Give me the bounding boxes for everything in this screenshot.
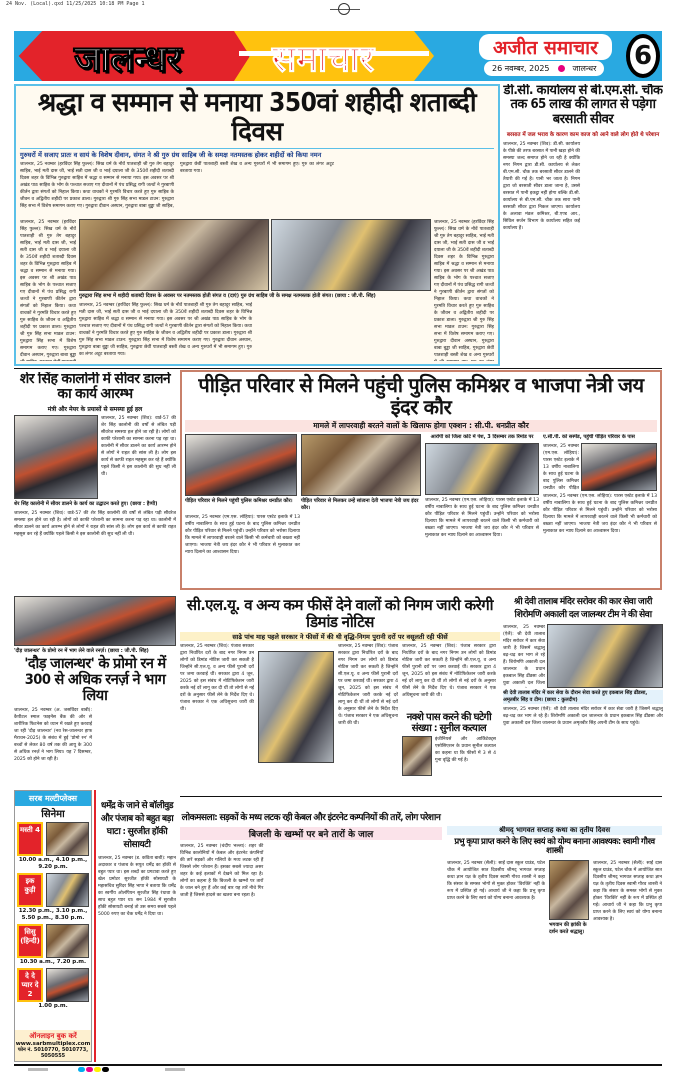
- date: 26 नवम्बर, 2025: [492, 64, 550, 73]
- dateline: [484, 61, 604, 76]
- sewer-story: [503, 84, 663, 366]
- clu-photo-building: [258, 651, 334, 763]
- police-photo-commissioner: [185, 434, 297, 496]
- movie-listing: [17, 873, 89, 922]
- promo-body: जालन्धर, 25 नवम्बर (अ. जसविंदर बाबी): कैपीटल स्माल फाइनेंस बैंक की ओर से शारीरिक फिटनेस को ध्यान में रखते हुए करवाई जा रही 'दौड़ जालन्धर' (नव रेस-जालन्धर हाफ मैराथन-2025) के संबंध में हुई 'प्रोमो रन' में बच्चों से लेकर 80 वर्ष तक की आयु के 300 से अधिक रनर्ज़ ने भाग लिया। यह 7 दिसम्बर, 2025 को होने जा रही है।: [14, 707, 92, 762]
- lead-caption: गुरुद्वारा सिंह सभा में शहीदी शताब्दी दिवस के अवसर पर नतमस्तक होती संगत व (दाएं) गुरु ग्रंथ साहिब जी के समक्ष नतमस्तक होती संगत। (छाया : जी.पी. सिंह): [79, 293, 376, 300]
- kalyal-headline: नक्शे पास करने की घटेगी संख्या : सुनील कत्याल: [406, 712, 492, 734]
- dharmendra-story: [98, 800, 176, 1062]
- bhagwat-body: जालन्धर, 25 नवम्बर (सैली): साईं दास स्कूल ग्राउंड, पटेल चौक में आयोजित सात दिवसीय श्रीमद् भागवत सप्ताह कथा ज्ञान यज्ञ के तृतीय दिवस स्वामी गौरव शास्त्री ने कहा कि संसार के समस्त भोगों से मुक्त होकर 'विरक्ति' नहीं के रूप में प्रस्थित हो गई। आचार्य जी ने कहा कि प्रभु कृपा प्राप्त करने के लिए स्वयं को योग्य बनाना आवश्यक है।: [447, 860, 545, 901]
- police-caption-1: पीड़ित परिवार से मिलने पहुंचीं पुलिस कमिश्नर धनप्रीत कौर।: [185, 498, 293, 504]
- police-photo-accused: [425, 443, 539, 495]
- cinema-url[interactable]: www.sarbmultiplex.com: [15, 1041, 91, 1047]
- devi-headline: श्री देवी तालाब मंदिर सरोवर की कार सेवा जारी शिरोमणि अकाली दल जालन्धर टीम ने की सेवा: [514, 597, 652, 620]
- colony-caption: शेर सिंह कालोनी में सीवर डालने के कार्य का उद्घाटन करते हुए। (छाया : हैप्पी): [14, 500, 158, 507]
- lead-story: [14, 84, 500, 366]
- bhagwat-kicker: श्रीमद् भागवत सप्ताह कथा का तृतीय दिवस: [447, 826, 662, 835]
- devi-talab-story: [503, 596, 663, 776]
- movie-listing: [17, 968, 89, 1010]
- print-slug: 24 Nov. (Local).qxd 11/25/2025 10:18 PM Page 1: [6, 1, 145, 7]
- movie-title: दे दे प्यार दे 2: [17, 968, 43, 1002]
- police-side-headline-2: ए.सी.पी. को सस्पेंड, पहुंची पीड़ित परिवार के पास: [543, 434, 635, 440]
- dharmendra-body: जालन्धर, 25 नवम्बर (ड. कविता बाबी): महान अदाकार व पंजाब के सपूत धर्मेंद्र का हॉकी से बहुत प्यार था। इस शब्दों का प्रगटावा करते हुए खेल प्रमोटर सुरजीत हॉकी सोसायटी के महासचिव सुरिंदर सिंह भापा ने बताया कि धर्मेंद्र का स्वर्गीय ओलंपियन सुरजीत सिंह रंधावा के साथ बहुत प्यार था। सन 1984 में सुरजीत हॉकी सोसायटी बनाई तो उस समय सबसे पहले 5000 रुपए का चैक धर्मेंद्र ने दिया था।: [98, 856, 176, 917]
- devi-body-more: जालन्धर, 25 नवम्बर (ऐलैं): श्री देवी तालाब मंदिर सरोवर में कार सेवा जारी है जिसमें श्रद्धालु बढ़-चढ़ कर भाग ले रहे हैं। शिरोमणि अकाली दल जालन्धर के प्रधान इकबाल सिंह ढींडसा और युवा अकाली दल जिला जालन्धर के प्रधान अमृतबीर सिंह अपनी टीम के साथ पहुंचे।: [503, 707, 663, 726]
- cinema-title: सरब मल्टीप्लेक्स: [15, 791, 91, 806]
- police-caption-2: पीड़ित परिवार से मिलकर उन्हें सांत्वना देती भाजपा नेत्री जय इंदर कौर।: [301, 498, 419, 511]
- movie-title: मस्ती 4: [17, 822, 43, 856]
- movie-poster: [46, 822, 89, 856]
- movie-showtimes: 1.00 p.m.: [38, 1003, 68, 1009]
- bhagwat-caption: भगवान की झांकी के दर्शन करते श्रद्धालु।: [549, 921, 587, 935]
- promo-run-photo: [14, 596, 176, 646]
- promo-story: [14, 596, 176, 786]
- promo-headline: 'दौड़ जालन्धर' के प्रोमो रन में 300 से अधिक रनर्ज़ ने भाग लिया: [24, 656, 166, 704]
- bhagwat-photo: [549, 860, 589, 920]
- clu-headline: सी.एल.यू. व अन्य कम फीसें देने वालों को निगम जारी करेगी डिमांड नोटिस: [186, 596, 494, 631]
- lead-subhead: गुरुघरों में सजाए प्रातः व सायं के विशेष दीवान, संगत ने श्री गुरु ग्रंथ साहिब जी के समक्ष नतमस्तक होकर शहीदों को किया नमन: [20, 148, 494, 159]
- movie-showtimes: 10.30 a.m., 7.20 p.m.: [19, 959, 87, 965]
- paper-name: अजीत समाचार: [479, 34, 612, 60]
- police-story: [180, 370, 662, 590]
- cinema-phone: फोन नं. 5010770, 5010773, 5050555: [17, 1047, 89, 1059]
- clu-body-3: जालन्धर, 25 नवम्बर (शिव): पंजाब सरकार द्वारा निर्धारित दरों के बाद नगर निगम उन लोगों को डिमांड नोटिस जारी कर सकती है जिन्होंने सी.एल.यू. व अन्य फीसें पुरानी दरों पर जमा करवाई थीं। सरकार द्वारा 4 जून, 2025 को इस संबंध में नोटिफिकेशन जारी करके नई दरें लागू कर दी थीं तो लोगों से नई दरों के अनुसार फीसें लेने के निर्देश दिए थे। पंजाब सरकार ने एक अधिसूचना जारी की थी।: [402, 644, 496, 698]
- registration-mark: [338, 3, 350, 15]
- cinema-ad: [14, 790, 92, 1062]
- clu-body-2: जालन्धर, 25 नवम्बर (शिव): पंजाब सरकार द्वारा निर्धारित दरों के बाद नगर निगम उन लोगों को डिमांड नोटिस जारी कर सकती है जिन्होंने सी.एल.यू. व अन्य फीसें पुरानी दरों पर जमा करवाई थीं। सरकार द्वारा 4 जून, 2025 को इस संबंध में नोटिफिकेशन जारी करके नई दरें लागू कर दी थीं तो लोगों से नई दरों के अनुसार फीसें लेने के निर्देश दिए थे। पंजाब सरकार ने एक अधिसूचना जारी की थी।: [338, 644, 398, 726]
- kalyal-body: इंजीनियर्स और आर्किटेक्ट्स एसोसिएशन के प्रधान सुनील कत्याल का कहना था कि फीसों में 3 से 4 गुना वृद्धि की गई है।: [435, 737, 496, 763]
- lokmasla-subhead: बिजली के खम्भों पर बने तारों के जाल: [180, 827, 442, 840]
- section-title-left: जालन्धर: [74, 39, 182, 80]
- movie-poster: [46, 873, 89, 907]
- police-subhead: मामले में लापरवाही बरतने वालों के खिलाफ होगा एक्शन : सी.पी. धनप्रीत कौर: [185, 420, 657, 432]
- bullet-icon: [558, 65, 565, 72]
- lokmasla-headline: लोकमसला: सड़कों के मध्य लटक रही केबल और इंटरनेट कम्पनियों की तारें, लोग परेशान: [181, 813, 441, 823]
- lead-photo-gurudwara: [271, 219, 431, 291]
- lokmasla-story: [180, 800, 442, 1062]
- lead-body-left: जालन्धर, 25 नवम्बर (हरविंदर सिंह फुल्ल): सिख धर्म के नौवें पातशाही श्री गुरु तेग बहादुर साहिब, भाई मती दास जी, भाई सती दास जी व भाई दयाला जी के 350वें शहीदी शताब्दी दिवस शहर के विभिन्न गुरुद्वारा साहिब में श्रद्धा व सम्मान से मनाया गया। इस अवसर पर श्री अखंड पाठ साहिब के भोग के पश्चात सजाए गए दीवानों में पंथ प्रसिद्ध रागी जत्थों ने गुरबाणी कीर्तन द्वारा संगतों को निहाल किया। कथा वाचकों ने गुरमति विचार करते हुए गुरु साहिब के जीवन व अद्वितीय शहीदी पर प्रकाश डाला। गुरुद्वारा श्री गुरु सिंह सभा माडल टाउन: गुरुद्वारा सिंह सभा में विशेष समागम कराए गए। गुरुद्वारा दीवान अस्थान, गुरुद्वारा बाबा बुड्ढा: [20, 220, 76, 359]
- bhagwat-story: [447, 826, 662, 1062]
- devi-talab-photo: [547, 624, 663, 688]
- promo-caption: 'दौड़ जालन्धर' के प्रोमो रन में भाग लेने वाले रनर्ज़। (छाया : जी.पी. सिंह): [14, 648, 149, 654]
- movie-title: सिसु (हिन्दी): [17, 924, 43, 958]
- movie-listing: [17, 822, 89, 871]
- police-body: जालन्धर, 25 नवम्बर (एम.एस. लोहिया): पारस एस्टेट इलाके में 13 वर्षीय नाबालिगा के साथ हुई घटना के बाद पुलिस कमिश्नर धनप्रीत कौर पीड़ित परिवार से मिलने पहुंचीं। उन्होंने परिवार को भरोसा दिलाया कि मामले में लापरवाही बरतने वाले किसी भी कर्मचारी को बख्शा नहीं जाएगा। भाजपा नेत्री जय इंदर कौर ने भी परिवार से मुलाकात कर न्याय दिलाने का आश्वासन दिया।: [185, 515, 300, 555]
- movie-showtimes: 10.00 a.m., 4.10 p.m., 9.20 p.m.: [18, 857, 88, 870]
- police-side-body-2: जालन्धर, 25 नवम्बर (एम.एस. लोहिया): पारस एस्टेट इलाके में 13 वर्षीय नाबालिगा के साथ हुई घटना के बाद पुलिस कमिश्नर धनप्रीत कौर पीड़ित परिवार से मिलने पहुंचीं। उन्होंने परिवार को भरोसा दिलाया कि मामले में लापरवाही बरतने वाले किसी भी कर्मचारी को बख्शा नहीं जाएगा। भाजपा नेत्री जय इंदर कौर ने भी परिवार से मुलाकात कर न्याय दिलाने का आश्वासन दिया।: [543, 494, 657, 534]
- lead-body-bottom: जालन्धर, 25 नवम्बर (हरविंदर सिंह फुल्ल): सिख धर्म के नौवें पातशाही श्री गुरु तेग बहादुर साहिब, भाई मती दास जी, भाई सती दास जी व भाई दयाला जी के 350वें शहीदी शताब्दी दिवस शहर के विभिन्न गुरुद्वारा साहिब में श्रद्धा व सम्मान से मनाया गया। इस अवसर पर श्री अखंड पाठ साहिब के भोग के पश्चात सजाए गए दीवानों में पंथ प्रसिद्ध रागी जत्थों ने गुरबाणी कीर्तन द्वारा संगतों को निहाल किया। कथा वाचकों ने गुरमति विचार करते हुए गुरु साहिब के जीवन व अद्वितीय शहीदी पर प्रकाश डाला। गुरुद्वारा श्री गुरु सिंह सभा माडल टाउन: गुरुद्वारा सिंह सभा में विशेष समागम कराए गए। गुरुद्वारा दीवान अस्थान, गुरुद्वारा बाबा बुड्ढा जी साहिब, गुरुद्वारा छेवीं पातशाही बस्ती शेख व अन्य गुरुघरों में भी समागम हुए। गुरु का लंगर अटूट बरताया गया।: [79, 303, 252, 358]
- devi-body: जालन्धर, 25 नवम्बर (ऐलैं): श्री देवी तालाब मंदिर सरोवर में कार सेवा जारी है जिसमें श्रद्धालु बढ़-चढ़ कर भाग ले रहे हैं। शिरोमणि अकाली दल जालन्धर के प्रधान इकबाल सिंह ढींडसा और युवा अकाली दल जिला: [503, 625, 545, 686]
- colony-story: [14, 372, 176, 590]
- lead-body-right: जालन्धर, 25 नवम्बर (हरविंदर सिंह फुल्ल): सिख धर्म के नौवें पातशाही श्री गुरु तेग बहादुर साहिब, भाई मती दास जी, भाई सती दास जी व भाई दयाला जी के 350वें शहीदी शताब्दी दिवस शहर के विभिन्न गुरुद्वारा साहिब में श्रद्धा व सम्मान से मनाया गया। इस अवसर पर श्री अखंड पाठ साहिब के भोग के पश्चात सजाए गए दीवानों में पंथ प्रसिद्ध रागी जत्थों ने गुरबाणी कीर्तन द्वारा संगतों को निहाल किया। कथा वाचकों ने गुरमति विचार करते हुए गुरु साहिब के जीवन व अद्वितीय शहीदी पर प्रकाश डाला। गुरुद्वारा श्री गुरु सिंह सभा माडल टाउन: गुरुद्वारा सिंह सभा में विशेष समागम कराए गए। गुरुद्वारा दीवान अस्थान, गुरुद्वारा बाबा बुड्ढा जी साहिब, गुरुद्वारा छेवीं पातशाही बस्ती शेख व अन्य गुरुघरों: [434, 220, 494, 359]
- movie-title: इक कुड़ी: [17, 873, 43, 907]
- movie-showtimes: 12.30 p.m., 3.10 p.m., 5.50 p.m., 8.30 p.m.: [18, 908, 88, 921]
- lead-photo-sangat: [79, 219, 269, 291]
- movie-poster: [46, 968, 89, 1002]
- color-registration-bar: [78, 1067, 109, 1072]
- sewer-headline: डी.सी. कार्यालय से बी.एम.सी. चौक तक 65 लाख की लागत से पड़ेगा बरसाती सीवर: [503, 84, 663, 127]
- clu-story: [180, 594, 500, 776]
- movie-poster: [46, 924, 89, 958]
- police-photo-bjp-leader: [301, 434, 421, 496]
- police-side-body-1: जालन्धर, 25 नवम्बर (एम.एस. लोहिया): पारस एस्टेट इलाके में 13 वर्षीय नाबालिगा के साथ हुई घटना के बाद पुलिस कमिश्नर धनप्रीत कौर पीड़ित परिवार से मिलने पहुंचीं। उन्होंने परिवार को भरोसा दिलाया कि मामले में लापरवाही बरतने वाले किसी भी कर्मचारी को बख्शा नहीं जाएगा। भाजपा नेत्री जय इंदर कौर ने भी परिवार से मुलाकात कर न्याय दिलाने का आश्वासन दिया।: [425, 498, 539, 538]
- bhagwat-body-2: जालन्धर, 25 नवम्बर (सैली): साईं दास स्कूल ग्राउंड, पटेल चौक में आयोजित सात दिवसीय श्रीमद् भागवत सप्ताह कथा ज्ञान यज्ञ के तृतीय दिवस स्वामी गौरव शास्त्री ने कहा कि संसार के समस्त भोगों से मुक्त होकर 'विरक्ति' नहीं के रूप में प्रस्थित हो गई। आचार्य जी ने कहा कि प्रभु कृपा प्राप्त करने के लिए स्वयं को योग्य बनाना आवश्यक है।: [593, 860, 662, 922]
- clu-body: जालन्धर, 25 नवम्बर (शिव): पंजाब सरकार द्वारा निर्धारित दरों के बाद नगर निगम उन लोगों को डिमांड नोटिस जारी कर सकती है जिन्होंने सी.एल.यू. व अन्य फीसें पुरानी दरों पर जमा करवाई थीं। सरकार द्वारा 4 जून, 2025 को इस संबंध में नोटिफिकेशन जारी करके नई दरें लागू कर दी थीं तो लोगों से नई दरों के अनुसार फीसें लेने के निर्देश दिए थे। पंजाब सरकार ने एक अधिसूचना जारी की थी।: [180, 644, 254, 712]
- section-title-right: समाचार: [272, 39, 375, 80]
- police-headline: पीड़ित परिवार से मिलने पहुंची पुलिस कमिश्नर व भाजपा नेत्री जय इंदर कौर: [198, 373, 644, 419]
- sewer-subhead: बरसात में जल भराव के कारण काम काज को आने वाले लोग होते थे परेशान: [506, 131, 660, 138]
- page-number: 6: [626, 34, 660, 78]
- lokmasla-body: जालन्धर, 25 नवम्बर (चंदीप भल्ला): शहर की विभिन्न कालोनियों में केबल और इंटरनेट कंपनियों की तारें सड़कों और गलियों के मध्य लटक रही हैं जिससे लोग परेशान हैं। इसका सबसे ज्यादा असर शहर के कई इलाकों में देखने को मिल रहा है। लोगों का कहना है कि बिजली के खम्भों पर तारों के जाल बने हुए हैं और कई बार यह तारें नीचे गिर जाती हैं जिससे हादसे का खतरा बना रहता है।: [180, 843, 264, 898]
- colony-body: जालन्धर, 25 नवम्बर (शिव): वार्ड-57 की शेर सिंह कालोनी की वर्षों से लंबित पड़ी सीवरेज समस्या हल होने जा रही है। लोगों को काफी परेशानी का सामना करना पड़ रहा था। कालोनी में सीवर डालने का कार्य आरम्भ होने से लोगों ने राहत की सांस ली है। लोग इस कार्य से काफी राहत महसूस कर रहे हैं क्योंकि पहले किसी ने इस कालोनी की सुध नहीं ली थी।: [101, 415, 176, 477]
- masthead: [14, 31, 662, 81]
- devi-caption: श्री देवी तालाब मंदिर में कार सेवा के दौरान सेवा करते हुए इकबाल सिंह ढींडसा, अमृतबीर सिंह व टीम। (छाया : कुलदीप): [503, 690, 663, 704]
- cinema-subtitle: सिनेमा: [15, 806, 91, 820]
- colony-headline: शेर सिंह कालोनी में सीवर डालने का कार्य आरम्भ: [19, 372, 171, 403]
- bhagwat-headline: प्रभु कृपा प्राप्त करने के लिए स्वयं को योग्य बनाना आवश्यक: स्वामी गौरव शास्त्री: [454, 837, 655, 857]
- sewer-body: जालन्धर, 25 नवम्बर (शिव): डी.सी. कार्यालय के पीछे की तरफ बरसात में पानी खड़ा होने की समस्या जल्द समाप्त होने जा रही है क्योंकि नगर निगम द्वारा डी.सी. कार्यालय से लेकर बी.एम.सी. चौक तक बरसाती सीवर डालने की तैयारी की गई है। पानी भर जाता है। निगम द्वारा जो बरसाती सीवर डाला जाना है, उससे बरसात में पानी इकट्ठा नहीं होगा बल्कि डी.सी. कार्यालय से बी.एम.सी. चौक तक सारा पानी बरसाती सीवर द्वारा निकल जाएगा। कार्यालय के अलावा मंडल कमिश्नर, बी.एण्ड आर., सिविल सर्जन विभाग के कार्यालय सहित कई कार्यालय हैं।: [503, 141, 580, 231]
- colony-body-more: जालन्धर, 25 नवम्बर (शिव): वार्ड-57 की शेर सिंह कालोनी की वर्षों से लंबित पड़ी सीवरेज समस्या हल होने जा रही है। लोगों को काफी परेशानी का सामना करना पड़ रहा था। कालोनी में सीवर डालने का कार्य आरम्भ होने से लोगों ने राहत की सांस ली है। लोग इस कार्य से काफी राहत महसूस कर रहे हैं क्योंकि पहले किसी ने इस कालोनी की सुध नहीं ली थी।: [14, 510, 176, 537]
- dharmendra-headline: धर्मेंद्र के जाने से बॉलीवुड और पंजाब को बहुत बड़ा घाटा : सुरजीत हॉकी सोसायटी: [100, 801, 174, 850]
- clu-subhead: साढे पांच माह पहले सरकार ने फीसों में की थी वृद्धि-निगम पुरानी दरों पर वसूलती रही फीसें: [180, 632, 500, 641]
- colony-subhead: मंत्री और मेयर के प्रयासों से समस्या हुई हल: [47, 405, 143, 413]
- police-photo-protest: [581, 443, 657, 491]
- police-side-headline-1: आरोपी को जिला कोर्ट में पेश, 3 दिसम्बर तक रिमांड पर: [430, 434, 534, 440]
- lead-body: जालन्धर, 25 नवम्बर (हरविंदर सिंह फुल्ल): सिख धर्म के नौवें पातशाही श्री गुरु तेग बहादुर साहिब, भाई मती दास जी, भाई सती दास जी व भाई दयाला जी के 350वें शहीदी शताब्दी दिवस शहर के विभिन्न गुरुद्वारा साहिब में श्रद्धा व सम्मान से मनाया गया। इस अवसर पर श्री अखंड पाठ साहिब के भोग के पश्चात सजाए गए दीवानों में पंथ प्रसिद्ध रागी जत्थों ने गुरबाणी कीर्तन द्वारा संगतों को निहाल किया। कथा वाचकों ने गुरमति विचार करते हुए गुरु साहिब के जीवन व अद्वितीय शहीदी पर प्रकाश डाला। गुरुद्वारा श्री गुरु सिंह सभा माडल टाउन: गुरुद्वारा सिंह सभा में विशेष समागम कराए गए। गुरुद्वारा दीवान अस्थान, गुरुद्वारा बाबा बुड्ढा जी साहिब, गुरुद्वारा छेवीं पातशाही बस्ती शेख व अन्य गुरुघरों में भी समागम हुए। गुरु का लंगर अटूट बरताया गया।: [20, 162, 334, 210]
- movie-listing: [17, 924, 89, 966]
- city: जालन्धर: [572, 64, 597, 73]
- book-online: ऑनलाइन बुक करें: [29, 1032, 77, 1040]
- police-side-body-2a: जालन्धर, 25 नवम्बर (एम.एस. लोहिया): पारस एस्टेट इलाके में 13 वर्षीय नाबालिगा के साथ हुई घटना के बाद पुलिस कमिश्नर धनप्रीत कौर पीड़ित: [543, 444, 579, 491]
- sunil-kalyal-portrait: [402, 736, 432, 776]
- lead-headline: श्रद्धा व सम्मान से मनाया 350वां शहीदी शताब्दी दिवस: [37, 88, 477, 147]
- colony-photo: [14, 415, 98, 499]
